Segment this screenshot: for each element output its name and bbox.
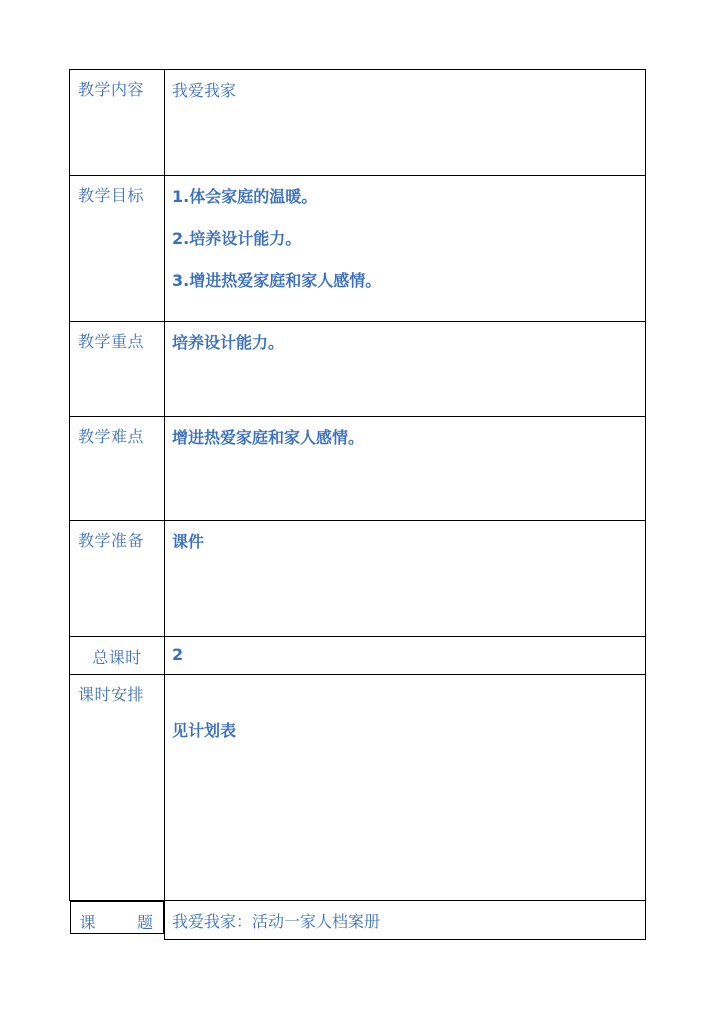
value-preparation: 课件 bbox=[165, 521, 646, 637]
goal-item: 3.增进热爱家庭和家人感情。 bbox=[172, 271, 382, 290]
row-difficult-points bbox=[70, 417, 646, 521]
label-topic-char: 题 bbox=[136, 913, 153, 932]
row-teaching-goals bbox=[70, 176, 646, 322]
row-preparation bbox=[70, 521, 646, 637]
value-schedule: 见计划表 bbox=[165, 675, 646, 901]
row-schedule bbox=[70, 675, 646, 901]
label-preparation: 教学准备 bbox=[70, 521, 165, 637]
value-topic: 我爱我家：活动一家人档案册 bbox=[165, 901, 646, 940]
goal-item: 2.培养设计能力。 bbox=[172, 229, 302, 248]
row-teaching-content bbox=[70, 70, 646, 176]
label-difficult-points: 教学难点 bbox=[70, 417, 165, 521]
goal-item: 1.体会家庭的温暖。 bbox=[172, 187, 318, 206]
label-topic-char: 课 bbox=[79, 913, 96, 932]
label-teaching-content: 教学内容 bbox=[70, 70, 165, 176]
label-key-points: 教学重点 bbox=[70, 322, 165, 417]
label-teaching-goals: 教学目标 bbox=[70, 176, 165, 322]
value-key-points: 培养设计能力。 bbox=[165, 322, 646, 417]
row-total-lessons bbox=[70, 637, 646, 675]
row-topic bbox=[70, 901, 646, 940]
value-total-lessons: 2 bbox=[165, 637, 646, 675]
label-total-lessons: 总课时 bbox=[70, 637, 165, 675]
lesson-plan-table bbox=[69, 69, 646, 940]
row-key-points bbox=[70, 322, 646, 417]
label-schedule: 课时安排 bbox=[70, 675, 165, 901]
value-teaching-content: 我爱我家 bbox=[165, 70, 646, 176]
value-teaching-goals bbox=[165, 176, 646, 322]
value-difficult-points: 增进热爱家庭和家人感情。 bbox=[165, 417, 646, 521]
label-topic bbox=[70, 901, 165, 934]
